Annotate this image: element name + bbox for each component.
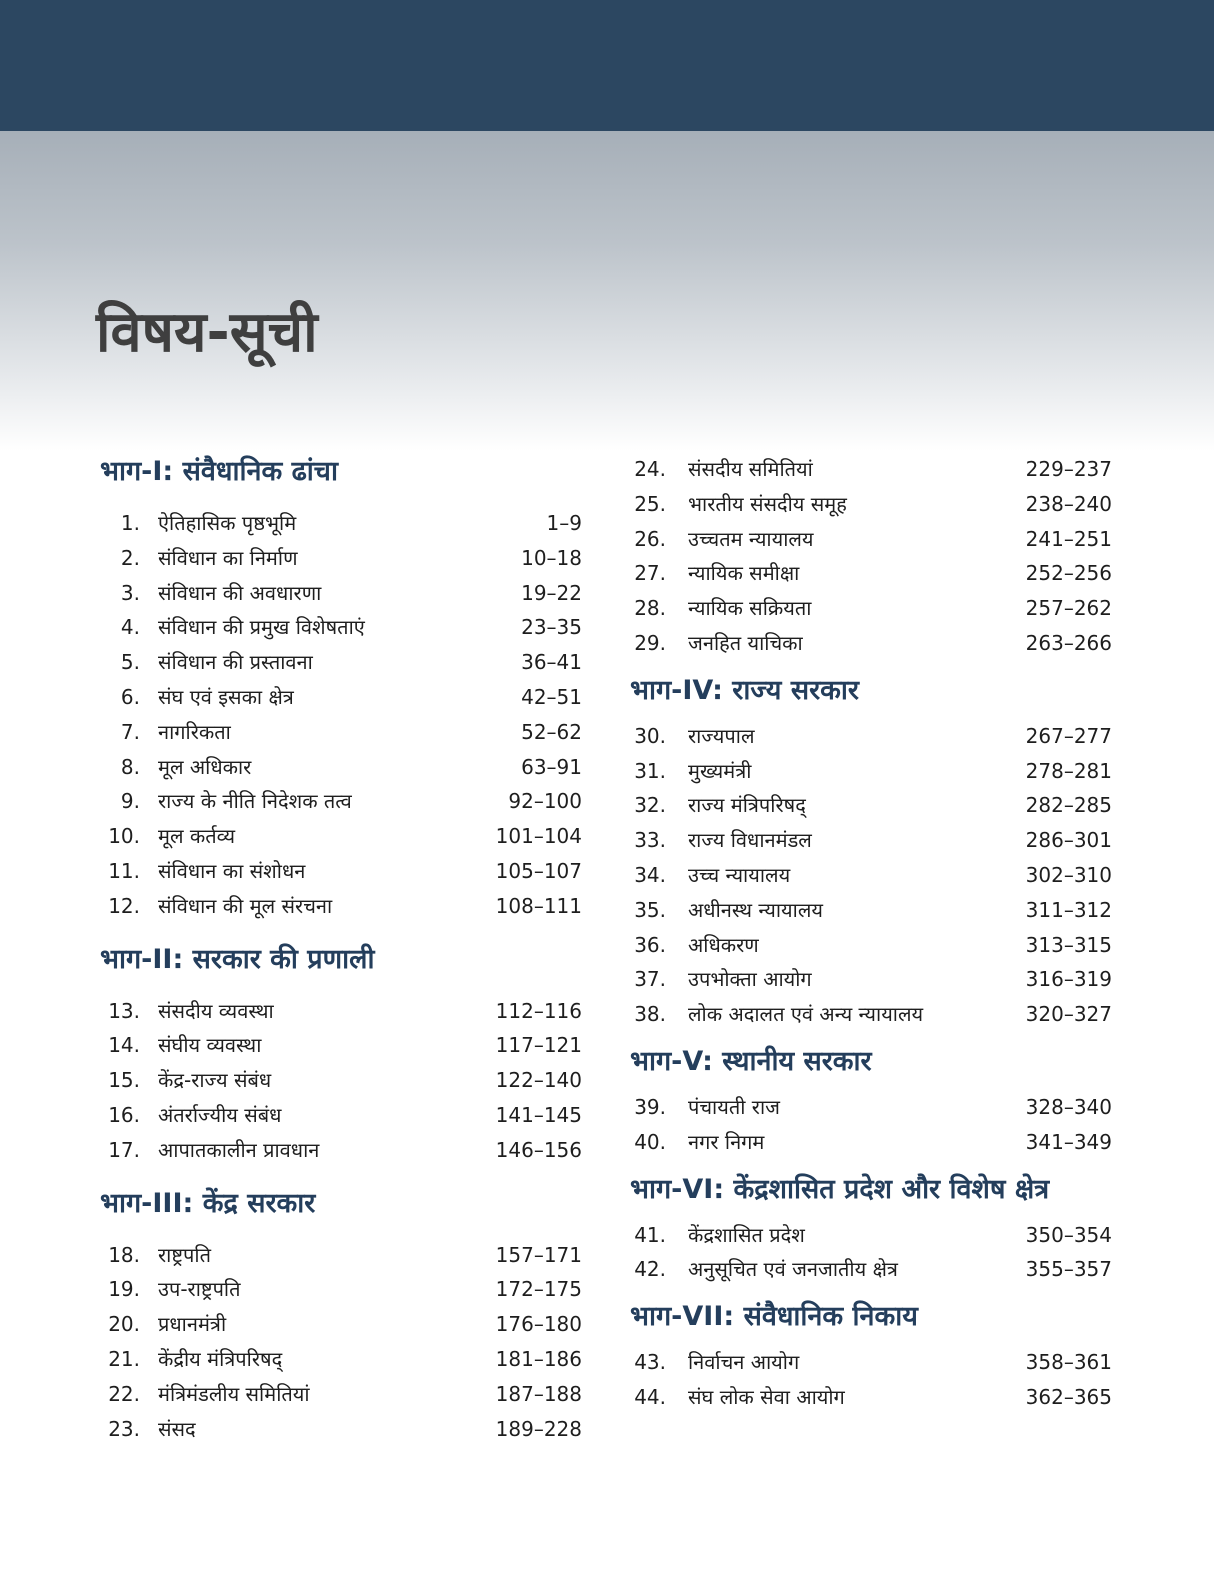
toc-entry xyxy=(630,893,1112,928)
page-range: 36–41 xyxy=(521,650,582,675)
chapter-number: 6. xyxy=(120,684,140,709)
page-range: 362–365 xyxy=(1025,1384,1112,1409)
page-range: 10–18 xyxy=(521,545,582,570)
chapter-number: 4. xyxy=(120,615,140,640)
toc-entry xyxy=(100,750,582,785)
chapter-number: 42. xyxy=(634,1257,666,1282)
toc-entry xyxy=(100,994,582,1029)
chapter-title: जनहित याचिका xyxy=(688,630,803,655)
toc-entry xyxy=(630,1345,1112,1380)
chapter-number: 38. xyxy=(634,1002,666,1027)
chapter-number: 25. xyxy=(634,491,666,516)
page-range: 108–111 xyxy=(495,893,582,918)
page-range: 146–156 xyxy=(495,1137,582,1162)
page-range: 117–121 xyxy=(495,1033,582,1058)
page-range: 23–35 xyxy=(521,615,582,640)
part-heading: भाग-V: स्थानीय सरकार xyxy=(630,1045,872,1077)
page-range: 176–180 xyxy=(495,1312,582,1337)
page-range: 63–91 xyxy=(521,754,582,779)
toc-entry xyxy=(630,522,1112,557)
page-range: 355–357 xyxy=(1025,1257,1112,1282)
chapter-title: संसदीय समितियां xyxy=(688,457,813,481)
chapter-title: न्यायिक समीक्षा xyxy=(688,561,800,586)
page-range: 92–100 xyxy=(508,789,582,814)
page-range: 189–228 xyxy=(495,1416,582,1441)
chapter-number: 19. xyxy=(108,1277,140,1302)
toc-entry xyxy=(100,541,582,576)
chapter-title: मंत्रिमंडलीय समितियां xyxy=(158,1381,310,1406)
chapter-number: 32. xyxy=(634,793,666,818)
chapter-number: 41. xyxy=(634,1222,666,1247)
chapter-number: 13. xyxy=(108,998,140,1023)
chapter-title: मूल अधिकार xyxy=(158,754,252,779)
chapter-number: 10. xyxy=(108,824,140,849)
toc-entry xyxy=(100,1063,582,1098)
chapter-title: अधिकरण xyxy=(688,932,759,957)
page-range: 328–340 xyxy=(1025,1094,1112,1119)
title-gradient-band xyxy=(0,131,1214,451)
page-range: 187–188 xyxy=(495,1381,582,1406)
toc-entry xyxy=(630,823,1112,858)
chapter-number: 36. xyxy=(634,932,666,957)
chapter-title: राज्य के नीति निदेशक तत्व xyxy=(158,789,352,814)
toc-entry xyxy=(100,1412,582,1447)
chapter-number: 1. xyxy=(120,511,140,535)
chapter-number: 2. xyxy=(120,545,140,570)
chapter-title: ऐतिहासिक पृष्ठभूमि xyxy=(158,511,297,535)
toc-entry xyxy=(100,819,582,854)
chapter-number: 33. xyxy=(634,828,666,853)
chapter-title: मुख्यमंत्री xyxy=(688,758,752,783)
chapter-title: अनुसूचित एवं जनजातीय क्षेत्र xyxy=(688,1257,898,1282)
toc-entry xyxy=(630,719,1112,754)
page-range: 181–186 xyxy=(495,1346,582,1371)
chapter-title: केंद्रशासित प्रदेश xyxy=(688,1222,805,1247)
chapter-number: 5. xyxy=(120,650,140,675)
chapter-title: अधीनस्थ न्यायालय xyxy=(688,897,823,922)
toc-entry xyxy=(630,788,1112,823)
toc-left-column xyxy=(100,452,582,1446)
chapter-number: 20. xyxy=(108,1312,140,1337)
toc-entry xyxy=(630,626,1112,661)
toc-entry xyxy=(100,680,582,715)
page-range: 19–22 xyxy=(521,580,582,605)
chapter-title: भारतीय संसदीय समूह xyxy=(688,491,847,516)
chapter-number: 9. xyxy=(120,789,140,814)
chapter-number: 16. xyxy=(108,1102,140,1127)
page-range: 302–310 xyxy=(1025,862,1112,887)
toc-entry xyxy=(100,1377,582,1412)
part-heading: भाग-VII: संवैधानिक निकाय xyxy=(630,1301,918,1333)
chapter-title: संघ एवं इसका क्षेत्र xyxy=(158,684,294,709)
chapter-title: राज्य विधानमंडल xyxy=(688,828,812,853)
toc-right-column xyxy=(630,452,1112,1415)
part-heading: भाग-IV: राज्य सरकार xyxy=(630,674,859,706)
page-range: 42–51 xyxy=(521,684,582,709)
chapter-number: 23. xyxy=(108,1416,140,1441)
chapter-title: पंचायती राज xyxy=(688,1094,780,1119)
toc-entry xyxy=(100,1133,582,1168)
toc-entry xyxy=(630,928,1112,963)
chapter-title: उच्च न्यायालय xyxy=(688,862,791,887)
chapter-number: 35. xyxy=(634,897,666,922)
page-range: 282–285 xyxy=(1025,793,1112,818)
toc-entry xyxy=(100,1272,582,1307)
header-band xyxy=(0,0,1214,131)
chapter-title: संविधान का निर्माण xyxy=(158,545,298,570)
page-range: 267–277 xyxy=(1025,723,1112,748)
toc-entry xyxy=(100,889,582,924)
page-range: 316–319 xyxy=(1025,967,1112,992)
toc-entry xyxy=(100,506,582,541)
chapter-title: प्रधानमंत्री xyxy=(158,1312,227,1337)
toc-entry xyxy=(630,591,1112,626)
chapter-title: संघ लोक सेवा आयोग xyxy=(688,1384,845,1409)
chapter-number: 14. xyxy=(108,1033,140,1058)
toc-entry xyxy=(630,1125,1112,1160)
page-range: 358–361 xyxy=(1025,1350,1112,1375)
toc-entry xyxy=(630,997,1112,1032)
toc-entry xyxy=(630,1090,1112,1125)
page-range: 229–237 xyxy=(1025,457,1112,481)
page-range: 252–256 xyxy=(1025,561,1112,586)
page-range: 141–145 xyxy=(495,1102,582,1127)
chapter-number: 7. xyxy=(120,719,140,744)
chapter-number: 29. xyxy=(634,630,666,655)
page-range: 112–116 xyxy=(495,998,582,1023)
chapter-number: 40. xyxy=(634,1129,666,1154)
toc-entry xyxy=(630,1252,1112,1287)
toc-entry xyxy=(100,1307,582,1342)
chapter-number: 11. xyxy=(108,858,140,883)
part-heading: भाग-VI: केंद्रशासित प्रदेश और विशेष क्षेत्र xyxy=(630,1173,1050,1205)
page-range: 311–312 xyxy=(1025,897,1112,922)
part-heading: भाग-II: सरकार की प्रणाली xyxy=(100,943,375,975)
page-range: 122–140 xyxy=(495,1068,582,1093)
toc-entry xyxy=(100,715,582,750)
chapter-title: संविधान का संशोधन xyxy=(158,858,306,883)
chapter-number: 18. xyxy=(108,1242,140,1267)
page-range: 105–107 xyxy=(495,858,582,883)
page-range: 350–354 xyxy=(1025,1222,1112,1247)
toc-entry xyxy=(100,610,582,645)
chapter-title: नगर निगम xyxy=(688,1129,765,1154)
page-range: 238–240 xyxy=(1025,491,1112,516)
toc-entry xyxy=(100,854,582,889)
chapter-title: संसदीय व्यवस्था xyxy=(158,998,274,1023)
chapter-number: 30. xyxy=(634,723,666,748)
toc-entry xyxy=(100,784,582,819)
chapter-title: संसद xyxy=(158,1416,196,1441)
page-range: 157–171 xyxy=(495,1242,582,1267)
chapter-title: मूल कर्तव्य xyxy=(158,824,236,849)
chapter-number: 31. xyxy=(634,758,666,783)
chapter-number: 12. xyxy=(108,893,140,918)
toc-entry xyxy=(630,487,1112,522)
chapter-title: लोक अदालत एवं अन्य न्यायालय xyxy=(688,1002,924,1027)
page-range: 101–104 xyxy=(495,824,582,849)
page-range: 278–281 xyxy=(1025,758,1112,783)
chapter-title: न्यायिक सक्रियता xyxy=(688,596,812,621)
part-heading: भाग-I: संवैधानिक ढांचा xyxy=(100,456,338,487)
part-heading: भाग-III: केंद्र सरकार xyxy=(100,1187,316,1219)
chapter-number: 27. xyxy=(634,561,666,586)
chapter-title: आपातकालीन प्रावधान xyxy=(158,1137,320,1162)
page-range: 263–266 xyxy=(1025,630,1112,655)
page-range: 313–315 xyxy=(1025,932,1112,957)
toc-entry xyxy=(100,576,582,611)
chapter-title: संविधान की प्रमुख विशेषताएं xyxy=(158,615,365,640)
chapter-title: नागरिकता xyxy=(158,719,231,744)
chapter-title: राज्य मंत्रिपरिषद् xyxy=(688,793,806,818)
chapter-title: अंतर्राज्यीय संबंध xyxy=(158,1102,282,1127)
chapter-number: 26. xyxy=(634,526,666,551)
chapter-number: 3. xyxy=(120,580,140,605)
toc-entry xyxy=(630,754,1112,789)
chapter-title: संविधान की अवधारणा xyxy=(158,580,322,605)
chapter-title: संविधान की प्रस्तावना xyxy=(158,650,313,675)
toc-entry xyxy=(630,962,1112,997)
chapter-number: 28. xyxy=(634,596,666,621)
page-range: 341–349 xyxy=(1025,1129,1112,1154)
chapter-title: निर्वाचन आयोग xyxy=(688,1350,800,1375)
page-range: 1–9 xyxy=(546,511,582,535)
toc-entry xyxy=(100,1238,582,1273)
toc-entry xyxy=(100,1342,582,1377)
chapter-title: उप-राष्ट्रपति xyxy=(158,1277,241,1302)
chapter-title: संघीय व्यवस्था xyxy=(158,1033,262,1058)
toc-entry xyxy=(630,1218,1112,1253)
chapter-title: उच्चतम न्यायालय xyxy=(688,526,814,551)
chapter-title: राष्ट्रपति xyxy=(158,1242,211,1267)
toc-entry xyxy=(630,556,1112,591)
chapter-number: 17. xyxy=(108,1137,140,1162)
page-range: 257–262 xyxy=(1025,596,1112,621)
chapter-title: केंद्रीय मंत्रिपरिषद् xyxy=(158,1346,283,1371)
chapter-title: संविधान की मूल संरचना xyxy=(158,893,333,918)
toc-entry xyxy=(630,452,1112,487)
chapter-number: 22. xyxy=(108,1381,140,1406)
chapter-title: राज्यपाल xyxy=(688,723,755,748)
chapter-number: 34. xyxy=(634,862,666,887)
chapter-number: 39. xyxy=(634,1094,666,1119)
toc-entry xyxy=(100,1028,582,1063)
chapter-number: 15. xyxy=(108,1068,140,1093)
chapter-number: 44. xyxy=(634,1384,666,1409)
page-range: 172–175 xyxy=(495,1277,582,1302)
toc-entry xyxy=(630,858,1112,893)
chapter-title: उपभोक्ता आयोग xyxy=(688,967,812,992)
chapter-number: 37. xyxy=(634,967,666,992)
toc-entry xyxy=(100,645,582,680)
page-range: 241–251 xyxy=(1025,526,1112,551)
toc-entry xyxy=(100,1098,582,1133)
page-range: 320–327 xyxy=(1025,1002,1112,1027)
page-title: विषय-सूची xyxy=(96,300,318,365)
chapter-number: 21. xyxy=(108,1346,140,1371)
chapter-number: 24. xyxy=(634,457,666,481)
toc-entry xyxy=(630,1380,1112,1415)
chapter-number: 43. xyxy=(634,1350,666,1375)
chapter-number: 8. xyxy=(120,754,140,779)
page-range: 286–301 xyxy=(1025,828,1112,853)
page-range: 52–62 xyxy=(521,719,582,744)
chapter-title: केंद्र-राज्य संबंध xyxy=(158,1068,272,1093)
